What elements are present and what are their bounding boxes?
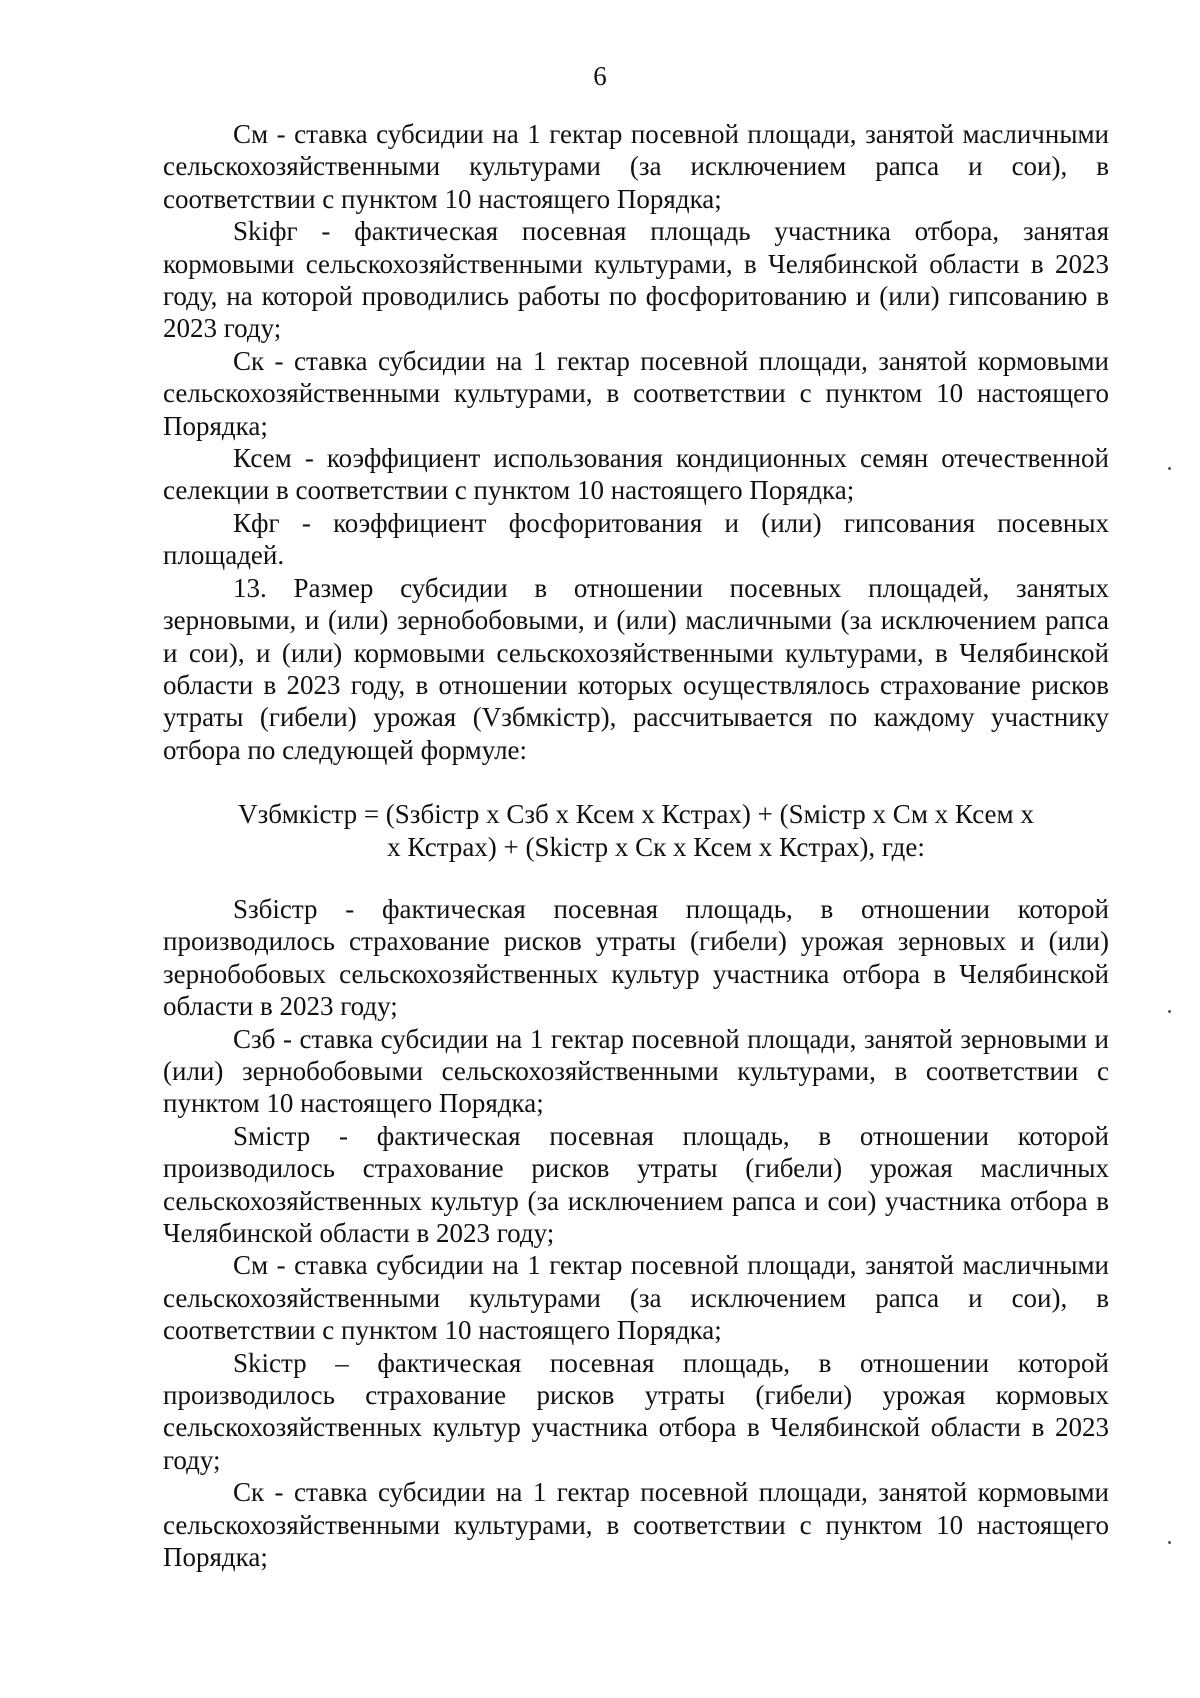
subsidy-formula — [163, 798, 1109, 863]
scan-speck — [1168, 467, 1171, 470]
paragraph-ck-rate-repeat: Ск - ставка субсидии на 1 гектар посевной площади, занятой кормовыми сельскохозяйственными культурами, в соответствии с пунктом 10 настоящего Порядка; — [163, 1477, 1109, 1573]
paragraph-ksem-coefficient: Ксем - коэффициент использования кондиционных семян отечественной селекции в соответствии с пунктом 10 настоящего Порядка; — [163, 443, 1109, 506]
paragraph-item-13: 13. Размер субсидии в отношении посевных площадей, занятых зерновыми, и (или) зернобобовыми, и (или) масличными (за исключением рапса и сои), и (или) кормовыми сельскохозяйственными культурами, в Челябинской области в 2023 году, в отношении которых осуществлялось страхование рисков утраты (гибели) урожая (Vзбмкiстр), рассчитывается по каждому участнику отбора по следующей формуле: — [163, 572, 1109, 765]
paragraph-cm-rate-repeat: См - ставка субсидии на 1 гектар посевной площади, занятой масличными сельскохозяйственными культурами (за исключением рапса и сои), в соответствии с пунктом 10 настоящего Порядка; — [163, 1250, 1109, 1346]
formula-line-2: х Кстрах) + (Skiстр х Ск х Ксем х Кстрах), где: — [387, 831, 925, 862]
paragraph-cm-rate: См - ставка субсидии на 1 гектар посевной площади, занятой масличными сельскохозяйственными культурами (за исключением рапса и сои), в соответствии с пунктом 10 настоящего Порядка; — [163, 119, 1109, 214]
page-number: 6 — [593, 61, 607, 91]
paragraph-smistr-definition: Sмiстр - фактическая посевная площадь, в отношении которой производилось страхование рисков утраты (гибели) урожая масличных сельскохозяйственных культур (за исключением рапса и сои) участника отбора в Челябинской области в 2023 году; — [163, 1120, 1109, 1248]
paragraph-skifg-definition: Skiфг - фактическая посевная площадь участника отбора, занятая кормовыми сельскохозяйственными культурами, в Челябинской области в 2023 году, на которой проводились работы по фосфоритованию и (или) гипсованию в 2023 году; — [163, 216, 1109, 344]
paragraph-skistr-definition: Skiстр – фактическая посевная площадь, в отношении которой производилось страхование рисков утраты (гибели) урожая кормовых сельскохозяйственных культур участника отбора в Челябинской области в 2023 году; — [163, 1347, 1109, 1475]
scan-speck — [1168, 1541, 1171, 1544]
document-body — [163, 118, 1109, 1573]
paragraph-ck-rate: Ск - ставка субсидии на 1 гектар посевной площади, занятой кормовыми сельскохозяйственными культурами, в соответствии с пунктом 10 настоящего Порядка; — [163, 345, 1109, 441]
paragraph-czb-rate: Сзб - ставка субсидии на 1 гектар посевной площади, занятой зерновыми и (или) зернобобовыми сельскохозяйственными культурами, в соответствии с пунктом 10 настоящего Порядка; — [163, 1023, 1109, 1119]
scan-speck — [1168, 1010, 1171, 1013]
paragraph-kfg-coefficient: Кфг - коэффициент фосфоритования и (или) гипсования посевных площадей. — [163, 507, 1109, 571]
paragraph-szbistr-definition: Sзбiстр - фактическая посевная площадь, в отношении которой производилось страхование рисков утраты (гибели) урожая зерновых и (или) зернобобовых сельскохозяйственных культур участника отбора в Челябинской области в 2023 году; — [163, 893, 1109, 1022]
formula-line-1: Vзбмкiстр = (Sзбiстр х Сзб х Ксем х Кстрах) + (Sмiстр х См х Ксем х — [238, 799, 1034, 830]
